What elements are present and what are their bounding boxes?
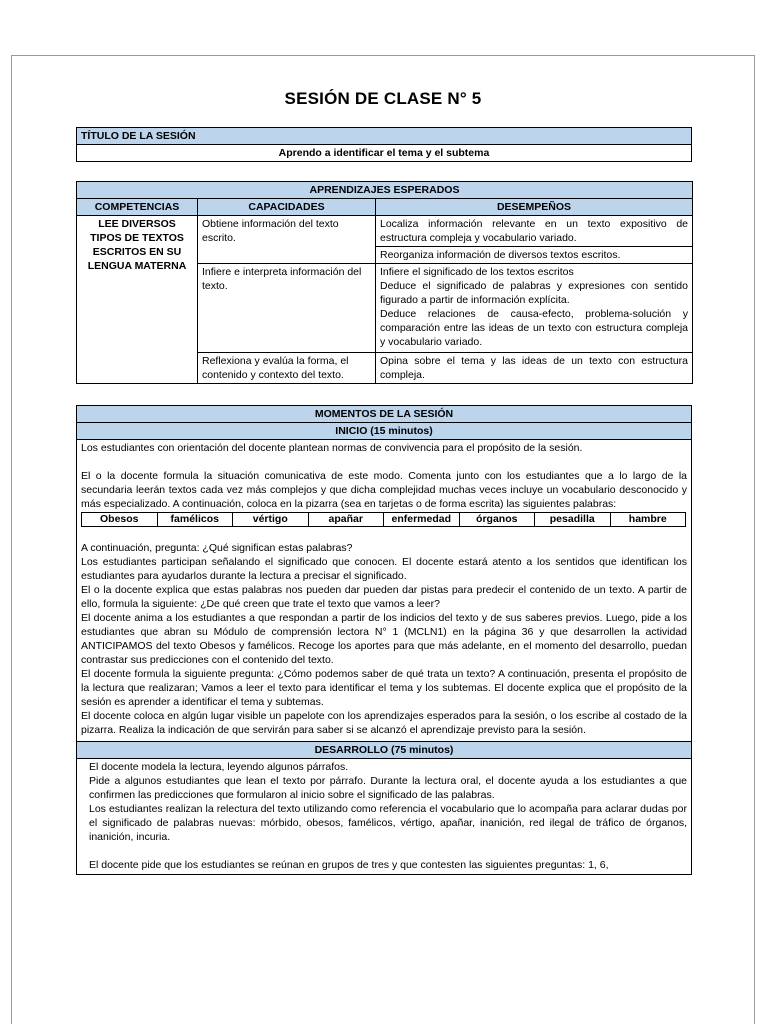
titulo-value: Aprendo a identificar el tema y el subtema xyxy=(77,145,692,162)
inicio-header: INICIO (15 minutos) xyxy=(77,423,692,440)
word-cell: famélicos xyxy=(157,513,233,527)
inicio-paragraph: El o la docente explica que estas palabras nos pueden dar pueden dar pistas para predecir el contenido de un texto. A partir de ello, formula la siguiente: ¿De qué creen que trate el texto que vamos a leer? xyxy=(81,584,687,610)
aprendizajes-header: APRENDIZAJES ESPERADOS xyxy=(77,182,693,199)
desempeno-2b: Deduce el significado de palabras y expresiones con sentido figurado a partir de información explícita. xyxy=(380,280,688,306)
capacidad-3: Reflexiona y evalúa la forma, el contenido y contexto del texto. xyxy=(198,353,376,384)
desempeno-2c: Deduce relaciones de causa-efecto, problema-solución y comparación entre las ideas de un texto con estructura compleja y vocabulario variado. xyxy=(380,308,688,348)
capacidad-1: Obtiene información del texto escrito. xyxy=(198,216,376,264)
competencia-cell: LEE DIVERSOS TIPOS DE TEXTOS ESCRITOS EN SU LENGUA MATERNA xyxy=(77,216,198,384)
momentos-header: MOMENTOS DE LA SESIÓN xyxy=(77,406,692,423)
desarrollo-paragraph: Los estudiantes realizan la relectura del texto utilizando como referencia el vocabulario que lo acompaña para aclarar dudas por el significado de palabras nuevas: mórbido, obesos, famélicos, vértigo, apañar, inanición, red ilegal de tráfico de órganos, inanición, incuria. xyxy=(89,803,687,843)
word-cell: apañar xyxy=(308,513,384,527)
word-cell: órganos xyxy=(459,513,535,527)
desarrollo-paragraph: El docente modela la lectura, leyendo algunos párrafos. xyxy=(89,761,349,773)
page-title: SESIÓN DE CLASE N° 5 xyxy=(284,89,482,108)
word-cell: pesadilla xyxy=(535,513,611,527)
words-table xyxy=(81,512,686,527)
desempeno-2 xyxy=(376,264,693,353)
desempeno-1a: Localiza información relevante en un texto expositivo de estructura compleja y vocabulario variado. xyxy=(376,216,693,247)
word-cell: Obesos xyxy=(82,513,158,527)
capacidad-2: Infiere e interpreta información del texto. xyxy=(198,264,376,353)
desarrollo-content xyxy=(77,759,692,875)
titulo-table xyxy=(76,127,692,162)
col-competencias: COMPETENCIAS xyxy=(77,199,198,216)
desempeno-3: Opina sobre el tema y las ideas de un texto con estructura compleja. xyxy=(376,353,693,384)
inicio-content xyxy=(77,440,692,742)
titulo-label: TÍTULO DE LA SESIÓN xyxy=(77,128,692,145)
inicio-paragraph: Los estudiantes participan señalando el significado que conocen. El docente estará atento a los sentidos que identifican los estudiantes para ayudarlos durante la lectura a precisar el significado. xyxy=(81,556,687,582)
word-cell: hambre xyxy=(610,513,686,527)
inicio-paragraph: El o la docente formula la situación comunicativa de este modo. Comenta junto con los estudiantes que a lo largo de la secundaria leerán textos cada vez más complejos y que dicha complejidad muchas veces incluye un vocabulario desconocido y más especializado. A continuación, coloca en la pizarra (sea en tarjetas o de forma escrita) las siguientes palabras: xyxy=(81,470,687,510)
desarrollo-paragraph: El docente pide que los estudiantes se reúnan en grupos de tres y que contesten las siguientes preguntas: 1, 6, xyxy=(89,859,609,871)
desempeno-1b: Reorganiza información de diversos textos escritos. xyxy=(376,247,693,264)
inicio-paragraph: El docente anima a los estudiantes a que respondan a partir de los indicios del texto y de sus saberes previos. Luego, pide a los estudiantes que abran su Módulo de comprensión lectora N° 1 (MCLN1) en la página 36 y que desarrollen la actividad ANTICIPAMOS del texto Obesos y famélicos. Recoge los aportes para que más adelante, en el momento del desarrollo, puedan contrastar sus predicciones con el contenido del texto. xyxy=(81,612,687,666)
word-cell: enfermedad xyxy=(384,513,460,527)
document-page xyxy=(11,55,755,1024)
inicio-paragraph: El docente coloca en algún lugar visible un papelote con los aprendizajes esperados para la sesión, o los escribe al costado de la pizarra. Realiza la indicación de que servirán para saber si se alcanzó el aprendizaje previsto para la sesión. xyxy=(81,710,687,736)
inicio-paragraph: El docente formula la siguiente pregunta: ¿Cómo podemos saber de qué trata un texto? A continuación, presenta el propósito de la lectura que realizaran; Vamos a leer el texto para identificar el tema y los subtemas. El docente explica que el propósito de la sesión es aprender a identificar el tema y subtemas. xyxy=(81,668,687,708)
desarrollo-header: DESARROLLO (75 minutos) xyxy=(77,742,692,759)
aprendizajes-table xyxy=(76,181,693,384)
inicio-paragraph: Los estudiantes con orientación del docente plantean normas de convivencia para el propósito de la sesión. xyxy=(81,442,583,454)
col-capacidades: CAPACIDADES xyxy=(198,199,376,216)
momentos-table xyxy=(76,405,692,875)
desarrollo-paragraph: Pide a algunos estudiantes que lean el texto por párrafo. Durante la lectura oral, el docente ayuda a los estudiantes a que confirmen las predicciones que formularon al inicio sobre el significado de las palabras. xyxy=(89,775,687,801)
col-desempenos: DESEMPEÑOS xyxy=(376,199,693,216)
inicio-paragraph: A continuación, pregunta: ¿Qué significan estas palabras? xyxy=(81,542,353,554)
desempeno-2a: Infiere el significado de los textos escritos xyxy=(380,266,574,278)
word-cell: vértigo xyxy=(233,513,309,527)
